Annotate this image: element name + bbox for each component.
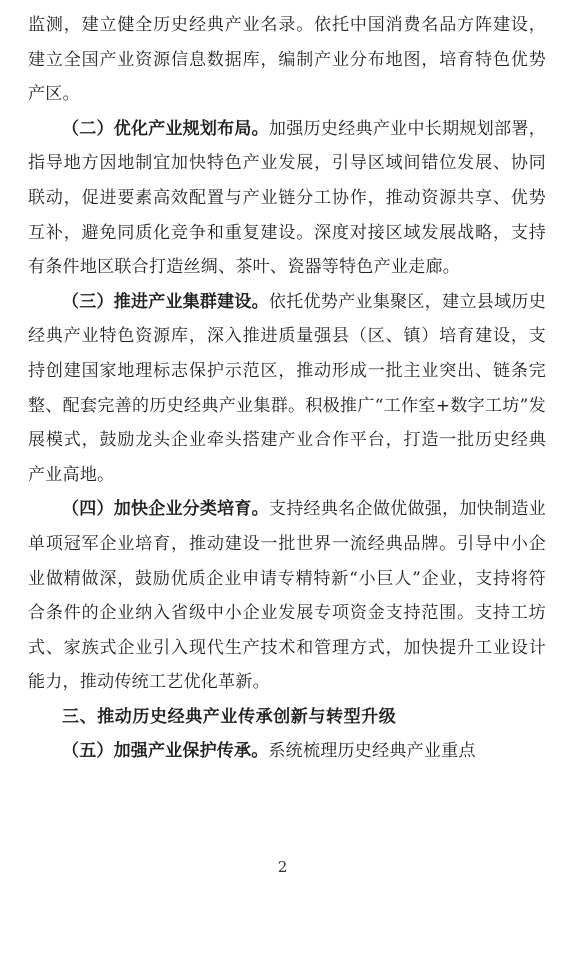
paragraph-body: 加强历史经典产业中长期规划部署，指导地方因地制宜加快特色产业发展，引导区域间错位发展、协同联动，促进要素高效配置与产业链分工协作，推动资源共享、优势互补，避免同质化竞争和重复建设。深度对接区域发展战略，支持有条件地区联合打造丝绸、茶叶、瓷器等特色产业走廊。 — [28, 118, 547, 278]
paragraph-lead: （三）推进产业集群建设。 — [62, 291, 269, 312]
continuation-paragraph: 监测，建立健全历史经典产业名录。依托中国消费名品方阵建设，建立全国产业资源信息数据库，编制产业分布地图，培育特色优势产区。 — [28, 15, 546, 105]
page-number: 2 — [277, 858, 288, 876]
paragraph-lead: （二）优化产业规划布局。 — [62, 118, 269, 139]
document-page — [28, 8, 546, 769]
paragraph-lead: （五）加强产业保护传承。 — [62, 741, 269, 762]
paragraph-body: 支持经典名企做优做强，加快制造业单项冠军企业培育，推动建设一批世界一流经典品牌。引导中小企业做精做深，鼓励优质企业申请专精特新“小巨人”企业，支持将符合条件的企业纳入省级中小企业发展专项资金支持范围。支持工坊式、家族式企业引入现代生产技术和管理方式，加快提升工业设计能力，推动传统工艺优化革新。 — [28, 499, 547, 693]
paragraph-item-2 — [28, 112, 546, 285]
paragraph-item-4 — [28, 492, 546, 700]
section-heading: 三、推动历史经典产业传承创新与转型升级 — [62, 706, 397, 727]
paragraph-item-5 — [28, 734, 546, 769]
paragraph-body: 系统梳理历史经典产业重点 — [268, 741, 476, 762]
paragraph-item-3 — [28, 285, 546, 493]
paragraph-body: 依托优势产业集聚区，建立县域历史经典产业特色资源库，深入推进质量强县（区、镇）培育建设，支持创建国家地理标志保护示范区，推动形成一批主业突出、链条完整、配套完善的历史经典产业集群。积极推广“工作室+数字工坊”发展模式，鼓励龙头企业牵头搭建产业合作平台，打造一批历史经典产业高地。 — [28, 291, 547, 485]
paragraph-lead: （四）加快企业分类培育。 — [62, 499, 269, 520]
